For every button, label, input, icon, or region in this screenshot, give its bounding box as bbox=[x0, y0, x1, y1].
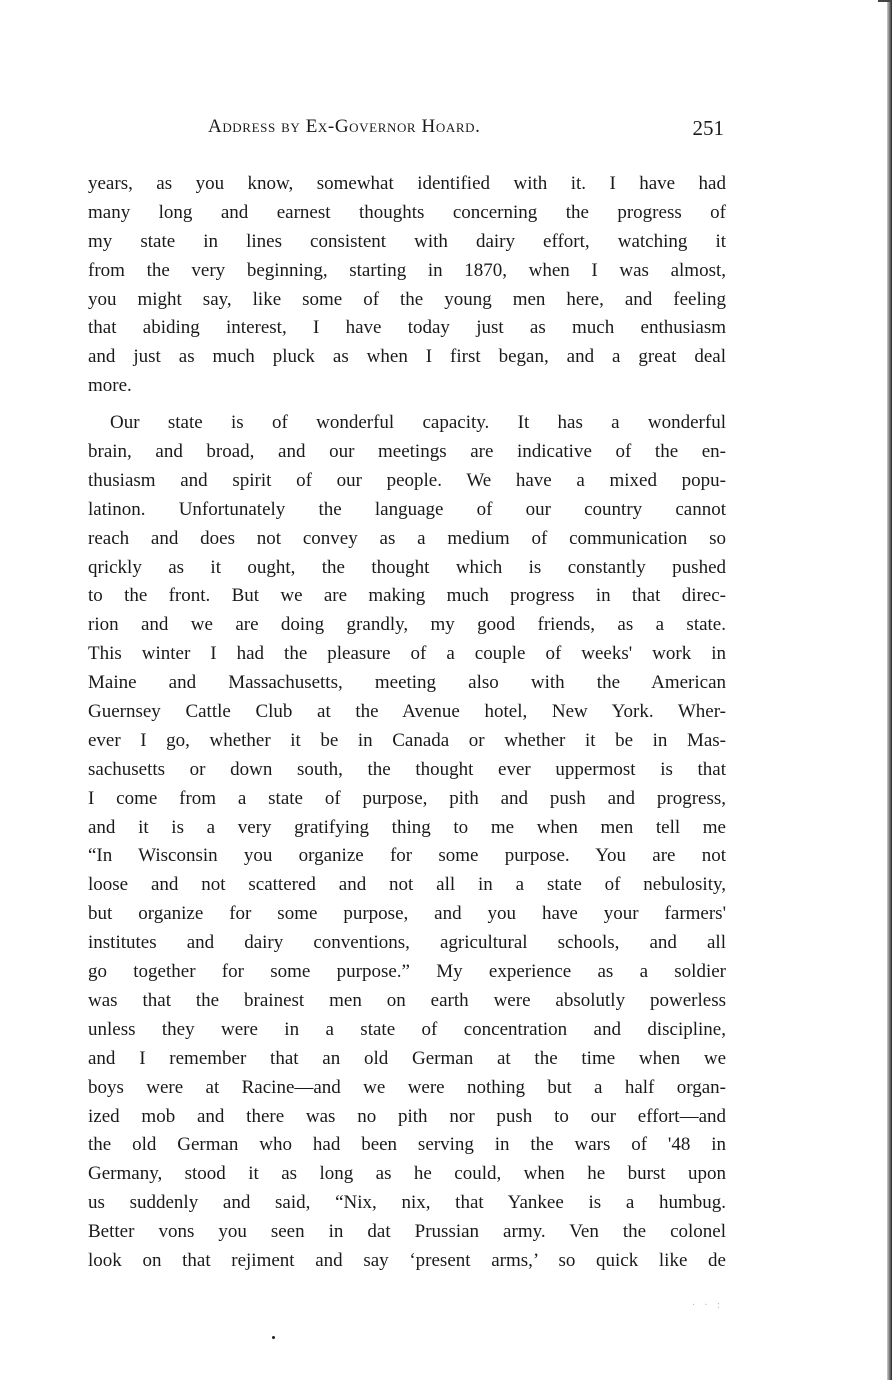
text-line: sachusetts or down south, the thought ever uppermost is that bbox=[88, 758, 726, 780]
text-line: and just as much pluck as when I first began, and a great deal bbox=[88, 346, 726, 368]
text-line: Germany, stood it as long as he could, when he burst upon bbox=[88, 1163, 726, 1185]
text-line: Maine and Massachusetts, meeting also with the American bbox=[88, 672, 726, 694]
scan-artifact: · · : bbox=[692, 1300, 724, 1311]
text-line: thusiasm and spirit of our people. We have a mixed popu- bbox=[88, 469, 726, 491]
text-line: and it is a very gratifying thing to me when men tell me bbox=[88, 816, 726, 838]
text-line: latinon. Unfortunately the language of our country cannot bbox=[88, 498, 726, 520]
text-line: but organize for some purpose, and you have your farmers' bbox=[88, 903, 726, 925]
text-line: and I remember that an old German at the time when we bbox=[88, 1047, 726, 1069]
text-line: my state in lines consistent with dairy effort, watching it bbox=[88, 230, 726, 252]
text-line: ized mob and there was no pith nor push to our effort—and bbox=[88, 1105, 726, 1127]
paragraph-gap bbox=[88, 401, 726, 409]
text-line: This winter I had the pleasure of a couple of weeks' work in bbox=[88, 643, 726, 665]
text-line: many long and earnest thoughts concerning the progress of bbox=[88, 201, 726, 223]
text-line: reach and does not convey as a medium of communication so bbox=[88, 527, 726, 549]
text-line: years, as you know, somewhat identified with it. I have had bbox=[88, 173, 726, 194]
text-line: go together for some purpose.” My experience as a soldier bbox=[88, 961, 726, 983]
text-line: that abiding interest, I have today just as much enthusiasm bbox=[88, 317, 726, 339]
text-line: brain, and broad, and our meetings are indicative of the en- bbox=[88, 441, 726, 463]
text-line: boys were at Racine—and we were nothing but a half organ- bbox=[88, 1076, 726, 1098]
text-line: unless they were in a state of concentration and discipline, bbox=[88, 1018, 726, 1040]
text-line: you might say, like some of the young men here, and feeling bbox=[88, 288, 726, 310]
page-header bbox=[88, 116, 728, 148]
text-line: was that the brainest men on earth were absolutly powerless bbox=[88, 989, 726, 1011]
text-line: more. bbox=[88, 375, 132, 397]
body-text bbox=[88, 170, 726, 1276]
running-title: Address by Ex-Governor Hoard. bbox=[208, 116, 481, 137]
scan-edge-mark bbox=[878, 0, 892, 2]
text-line: rion and we are doing grandly, my good friends, as a state. bbox=[88, 614, 726, 636]
text-line: Better vons you seen in dat Prussian army. Ven the colonel bbox=[88, 1221, 726, 1243]
text-line: Our state is of wonderful capacity. It has a wonderful bbox=[110, 412, 726, 434]
text-line: qrickly as it ought, the thought which is constantly pushed bbox=[88, 556, 726, 578]
text-line: institutes and dairy conventions, agricultural schools, and all bbox=[88, 932, 726, 954]
text-line: to the front. But we are making much progress in that direc- bbox=[88, 585, 726, 607]
text-line: loose and not scattered and not all in a state of nebulosity, bbox=[88, 874, 726, 896]
text-line: ever I go, whether it be in Canada or whether it be in Mas- bbox=[88, 729, 726, 751]
text-line: Guernsey Cattle Club at the Avenue hotel, New York. Wher- bbox=[88, 701, 726, 723]
text-line: look on that rejiment and say ‘present arms,’ so quick like de bbox=[88, 1249, 726, 1271]
paragraph-1 bbox=[88, 170, 726, 401]
ink-speck bbox=[272, 1336, 275, 1339]
text-line: I come from a state of purpose, pith and push and progress, bbox=[88, 787, 726, 809]
page-number: 251 bbox=[692, 116, 724, 140]
page-edge-shadow bbox=[887, 0, 892, 1380]
text-line: from the very beginning, starting in 1870, when I was almost, bbox=[88, 259, 726, 281]
paragraph-2 bbox=[88, 409, 726, 1276]
text-line: “In Wisconsin you organize for some purpose. You are not bbox=[88, 845, 726, 867]
text-line: the old German who had been serving in the wars of '48 in bbox=[88, 1134, 726, 1156]
text-line: us suddenly and said, “Nix, nix, that Yankee is a humbug. bbox=[88, 1192, 726, 1214]
